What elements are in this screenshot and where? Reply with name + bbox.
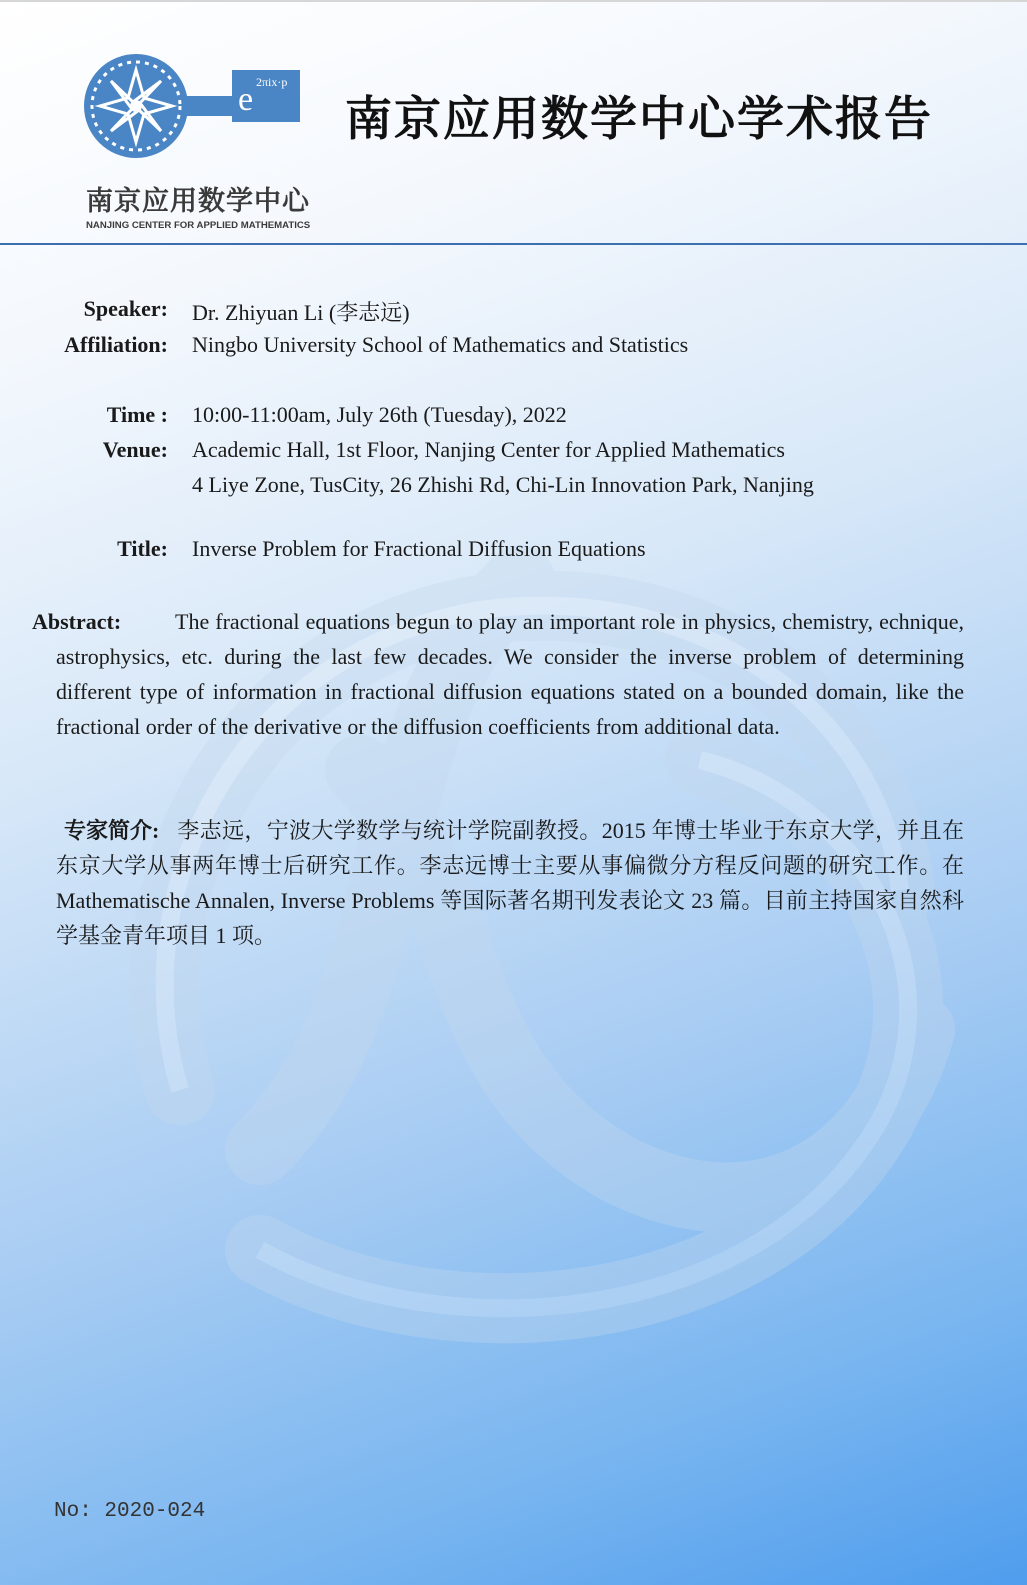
venue-line-1: Academic Hall, 1st Floor, Nanjing Center for Applied Mathematics <box>192 437 785 462</box>
venue-label: Venue: <box>102 437 168 462</box>
logo-formula-exponent: 2πix·p <box>256 75 288 89</box>
affiliation-label: Affiliation: <box>64 332 168 357</box>
page-title: 南京应用数学中心学术报告 <box>345 92 933 147</box>
logo-name-en: NANJING CENTER FOR APPLIED MATHEMATICS <box>86 220 311 231</box>
abstract-label: Abstract: <box>32 609 122 634</box>
abstract-section <box>32 604 964 744</box>
speaker-label: Speaker: <box>83 296 168 321</box>
bio-label: 专家简介: <box>64 818 160 843</box>
document-number: No: 2020-024 <box>54 1500 206 1523</box>
title-label: Title: <box>117 536 168 561</box>
talk-title: Inverse Problem for Fractional Diffusion Equations <box>192 536 646 561</box>
time-label: Time : <box>106 402 168 427</box>
speaker-value: Dr. Zhiyuan Li (李志远) <box>192 300 410 325</box>
abstract-text: The fractional equations begun to play an important role in physics, chemistry, echnique, astrophysics, etc. during the last few decades. We consider the inverse problem of determining different type of information in fractional diffusion equations stated on a bounded domain, like the fractional order of the derivative or the diffusion coefficients from additional data. <box>56 609 964 739</box>
center-logo <box>84 52 314 237</box>
bio-section <box>56 813 964 953</box>
affiliation-value: Ningbo University School of Mathematics and Statistics <box>192 332 689 357</box>
bio-text: 李志远，宁波大学数学与统计学院副教授。2015 年博士毕业于东京大学，并且在东京大学从事两年博士后研究工作。李志远博士主要从事偏微分方程反问题的研究工作。在 Mathematische Annalen, Inverse Problems 等国际著名期刊发表论文 23 篇。目前主持国家自然科学基金青年项目 1 项。 <box>56 818 964 948</box>
time-value: 10:00-11:00am, July 26th (Tuesday), 2022 <box>192 402 567 427</box>
venue-line-2: 4 Liye Zone, TusCity, 26 Zhishi Rd, Chi-Lin Innovation Park, Nanjing <box>192 472 814 497</box>
logo-formula-base: e <box>238 81 254 118</box>
header-divider <box>0 243 1027 245</box>
top-border <box>0 0 1027 2</box>
star-wheel-key-icon <box>84 52 314 172</box>
logo-name-cn: 南京应用数学中心 <box>86 186 310 217</box>
